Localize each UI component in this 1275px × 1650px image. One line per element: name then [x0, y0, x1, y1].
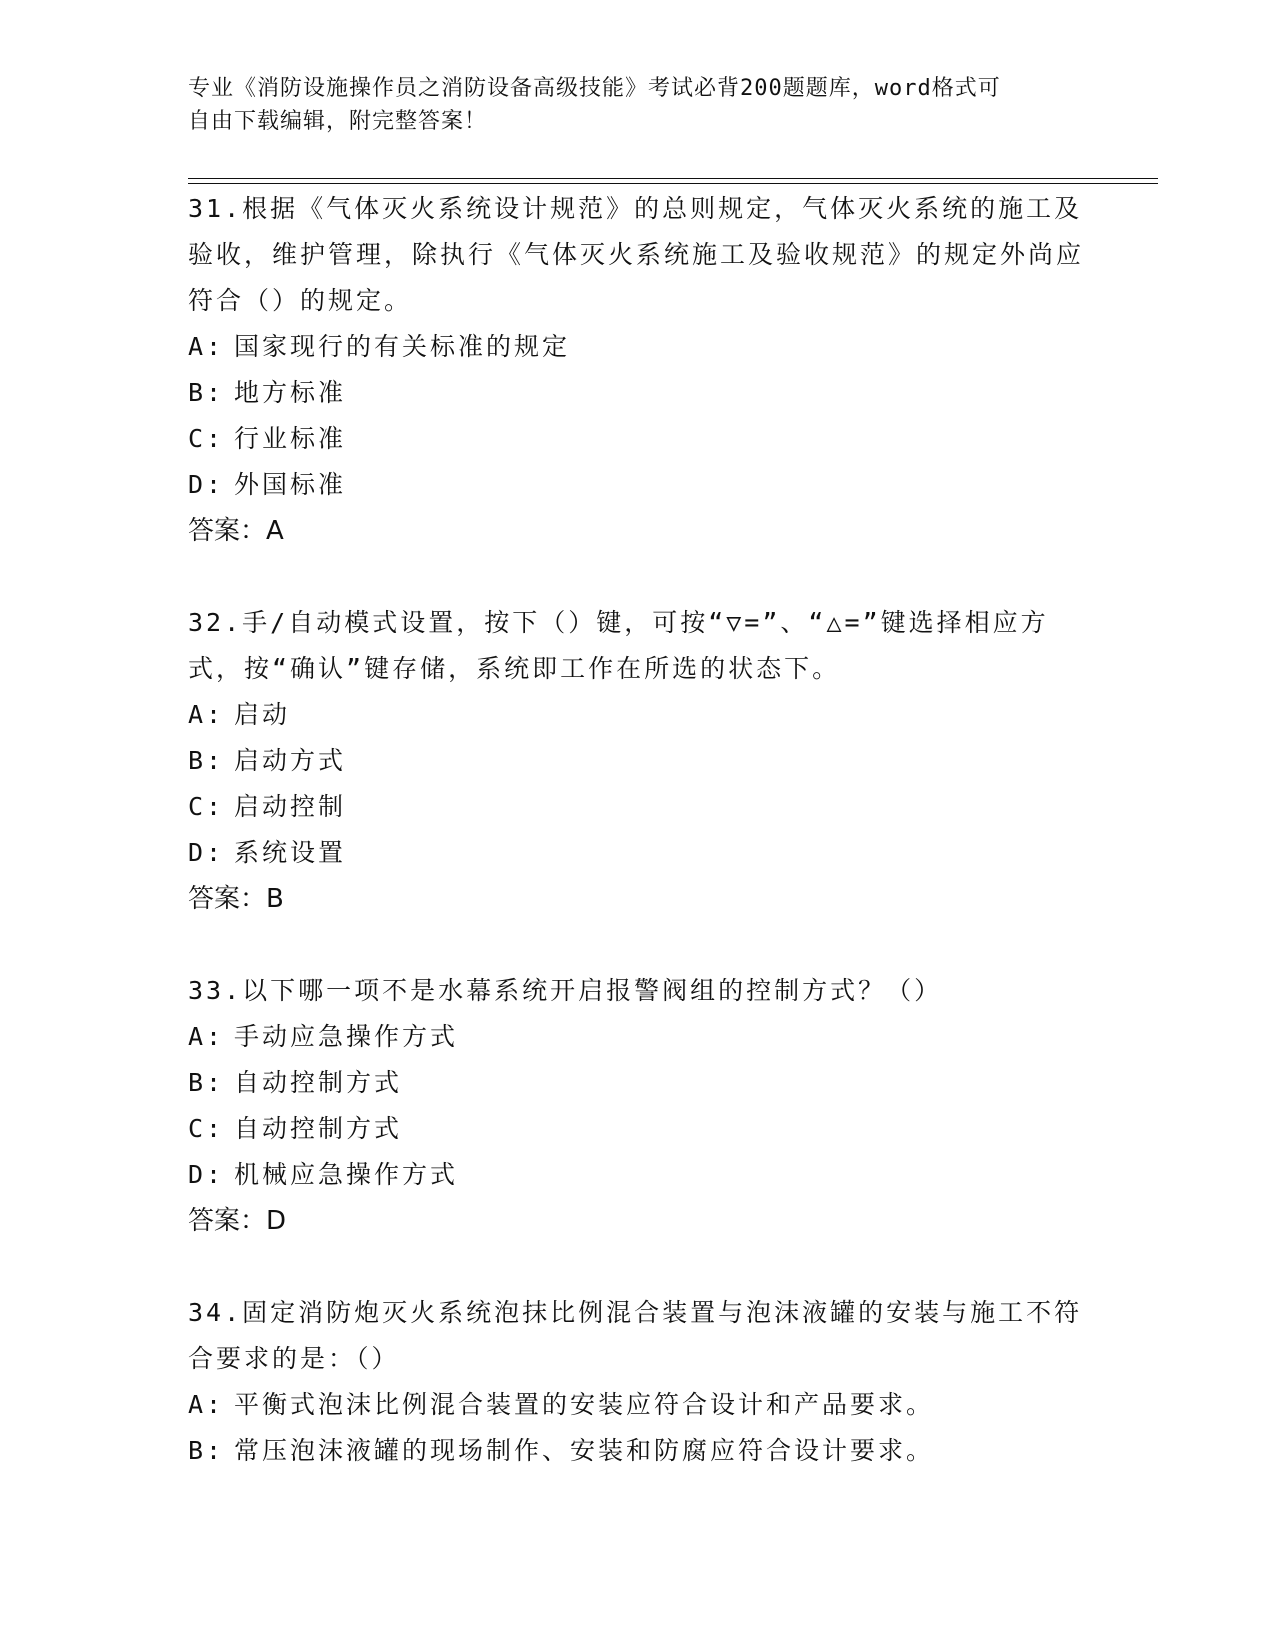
option-list — [188, 324, 1088, 508]
question-stem: 34.固定消防炮灭火系统泡抹比例混合装置与泡沫液罐的安装与施工不符合要求的是：（） — [188, 1298, 1083, 1373]
option-text: 国家现行的有关标准的规定 — [234, 332, 571, 361]
option-a — [188, 1014, 1088, 1060]
intro-line-1: 专业《消防设施操作员之消防设备高级技能》考试必背200题题库，word格式可 — [188, 76, 1001, 101]
option-text: 机械应急操作方式 — [234, 1160, 459, 1189]
option-d — [188, 1152, 1088, 1198]
option-text: 外国标准 — [234, 470, 347, 499]
option-letter: A: — [188, 1390, 225, 1419]
option-b — [188, 1060, 1088, 1106]
option-text: 行业标准 — [234, 424, 347, 453]
option-list — [188, 1382, 1088, 1474]
option-b — [188, 738, 1088, 784]
header-divider-top — [188, 178, 1158, 179]
option-d — [188, 830, 1088, 876]
question-32 — [188, 600, 1088, 968]
option-c — [188, 1106, 1088, 1152]
option-letter: D: — [188, 470, 225, 499]
option-letter: C: — [188, 424, 225, 453]
option-text: 平衡式泡沫比例混合装置的安装应符合设计和产品要求。 — [234, 1390, 935, 1419]
option-text: 启动控制 — [234, 792, 347, 821]
option-letter: D: — [188, 1160, 225, 1189]
question-33 — [188, 968, 1088, 1290]
option-letter: A: — [188, 1022, 225, 1051]
question-stem: 33.以下哪一项不是水幕系统开启报警阀组的控制方式？（） — [188, 976, 943, 1005]
option-letter: A: — [188, 700, 225, 729]
option-letter: C: — [188, 1114, 225, 1143]
option-text: 常压泡沫液罐的现场制作、安装和防腐应符合设计要求。 — [234, 1436, 935, 1465]
question-spacer — [188, 1244, 1088, 1290]
header-divider-bottom — [188, 183, 1158, 184]
option-b — [188, 1428, 1088, 1474]
option-text: 自动控制方式 — [234, 1068, 403, 1097]
answer-line: 答案：B — [188, 884, 284, 914]
option-d — [188, 462, 1088, 508]
option-letter: B: — [188, 1068, 225, 1097]
option-letter: B: — [188, 746, 225, 775]
option-letter: A: — [188, 332, 225, 361]
question-31 — [188, 186, 1088, 600]
option-letter: D: — [188, 838, 225, 867]
option-c — [188, 416, 1088, 462]
option-text: 手动应急操作方式 — [234, 1022, 459, 1051]
option-a — [188, 324, 1088, 370]
question-spacer — [188, 554, 1088, 600]
option-text: 地方标准 — [234, 378, 347, 407]
option-text: 启动方式 — [234, 746, 347, 775]
document-intro — [188, 72, 1068, 138]
option-letter: B: — [188, 1436, 225, 1465]
question-list — [188, 186, 1088, 1474]
option-letter: B: — [188, 378, 225, 407]
option-text: 自动控制方式 — [234, 1114, 403, 1143]
option-c — [188, 784, 1088, 830]
question-stem: 31.根据《气体灭火系统设计规范》的总则规定，气体灭火系统的施工及验收，维护管理，除执行《气体灭火系统施工及验收规范》的规定外尚应符合（）的规定。 — [188, 194, 1085, 315]
option-a — [188, 692, 1088, 738]
option-text: 启动 — [234, 700, 291, 729]
question-stem: 32.手/自动模式设置，按下（）键，可按“▽=”、“△=”键选择相应方式，按“确认”键存储，系统即工作在所选的状态下。 — [188, 608, 1049, 683]
option-list — [188, 692, 1088, 876]
option-list — [188, 1014, 1088, 1198]
option-letter: C: — [188, 792, 225, 821]
question-34 — [188, 1290, 1088, 1474]
intro-line-2: 自由下载编辑，附完整答案！ — [188, 109, 488, 134]
option-text: 系统设置 — [234, 838, 347, 867]
answer-line: 答案：D — [188, 1206, 287, 1236]
answer-line: 答案：A — [188, 516, 284, 546]
option-a — [188, 1382, 1088, 1428]
option-b — [188, 370, 1088, 416]
question-spacer — [188, 922, 1088, 968]
